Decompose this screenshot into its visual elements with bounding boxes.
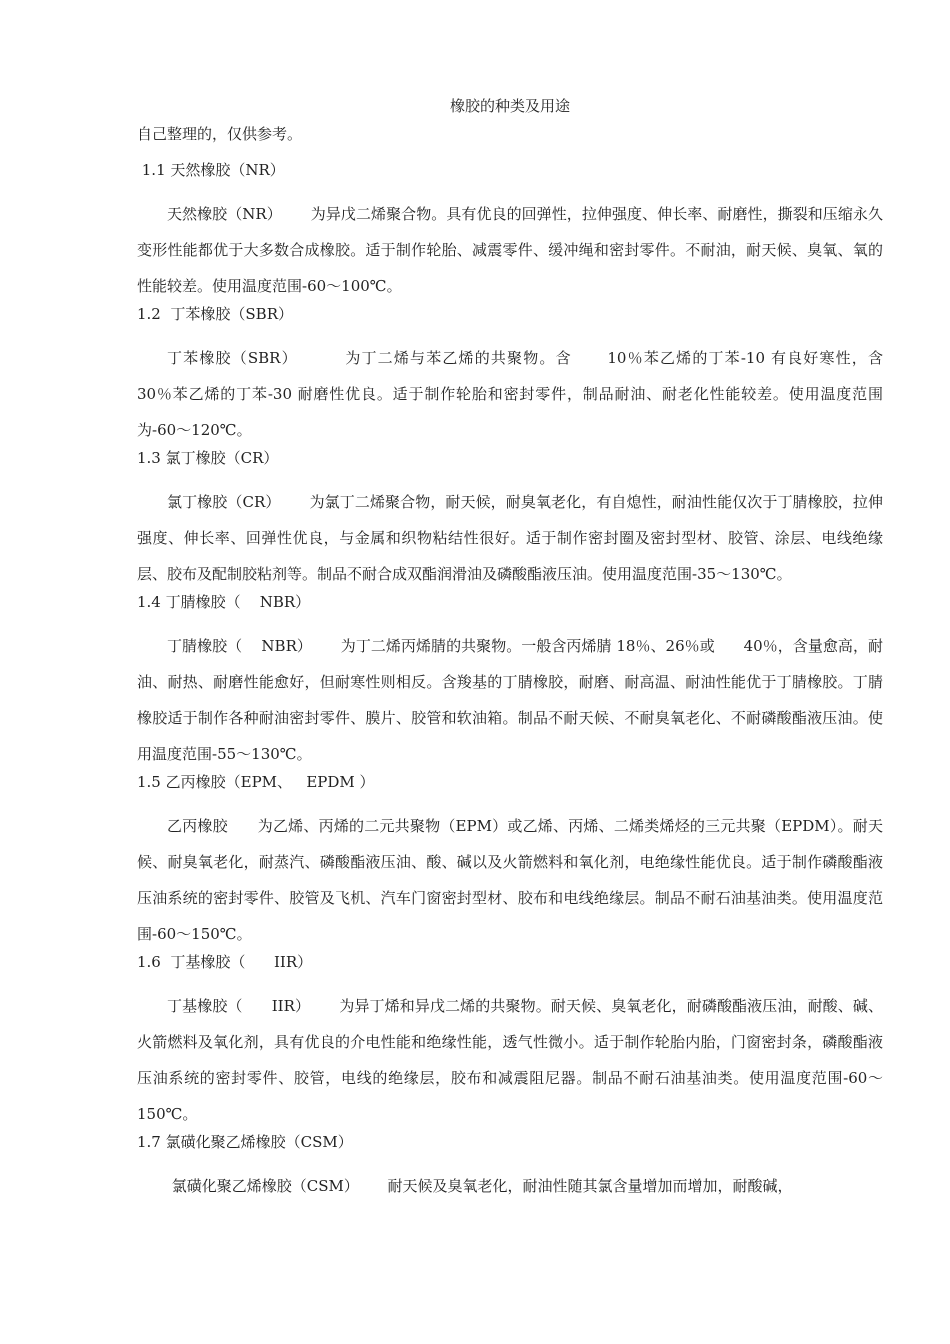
section-heading: 1.5 乙丙橡胶（EPM、 EPDM ） xyxy=(137,773,375,791)
document-note: 自己整理的，仅供参考。 xyxy=(137,125,303,143)
section-heading: 1.3 氯丁橡胶（CR） xyxy=(137,449,279,467)
section-sbr xyxy=(137,304,912,448)
section-body: 丁腈橡胶（ NBR） 为丁二烯丙烯腈的共聚物。一般含丙烯腈 18％、26％或 40％，含量愈高，耐油、耐热、耐磨性能愈好，但耐寒性则相反。含羧基的丁腈橡胶，耐磨、耐高温、耐油性能优于丁腈橡胶。丁腈橡胶适于制作各种耐油密封零件、膜片、胶管和软油箱。制品不耐天候、不耐臭氧老化、不耐磷酸酯液压油。使用温度范围-55～130℃。 xyxy=(137,637,883,763)
section-body: 丁苯橡胶（SBR） 为丁二烯与苯乙烯的共聚物。含 10％苯乙烯的丁苯-10 有良好寒性，含 30％苯乙烯的丁苯-30 耐磨性优良。适于制作轮胎和密封零件，制品耐油、耐老化性能较差。使用温度范围为-60～120℃。 xyxy=(137,349,912,439)
section-heading: 1.4 丁腈橡胶（ NBR） xyxy=(137,593,311,611)
section-heading: 1.2 丁苯橡胶（SBR） xyxy=(137,305,293,323)
section-body: 氯丁橡胶（CR） 为氯丁二烯聚合物，耐天候，耐臭氧老化，有自熄性，耐油性能仅次于丁腈橡胶，拉伸强度、伸长率、回弹性优良，与金属和织物粘结性很好。适于制作密封圈及密封型材、胶管、涂层、电线绝缘层、胶布及配制胶粘剂等。制品不耐合成双酯润滑油及磷酸酯液压油。使用温度范围-35～130℃。 xyxy=(137,493,883,583)
section-body: 丁基橡胶（ IIR） 为异丁烯和异戊二烯的共聚物。耐天候、臭氧老化，耐磷酸酯液压油，耐酸、碱、火箭燃料及氧化剂，具有优良的介电性能和绝缘性能，透气性微小。适于制作轮胎内胎，门窗密封条，磷酸酯液压油系统的密封零件、胶管，电线的绝缘层，胶布和减震阻尼器。制品不耐石油基油类。使用温度范围-60～150℃。 xyxy=(137,997,883,1123)
section-heading: 1.7 氯磺化聚乙烯橡胶（CSM） xyxy=(137,1133,353,1151)
section-csm xyxy=(137,1132,883,1204)
section-heading: 1.6 丁基橡胶（ IIR） xyxy=(137,953,313,971)
section-iir xyxy=(137,952,883,1132)
section-body: 氯磺化聚乙烯橡胶（CSM） 耐天候及臭氧老化，耐油性随其氯含量增加而增加，耐酸碱， xyxy=(167,1177,793,1195)
document-page xyxy=(137,96,912,1204)
section-nbr xyxy=(137,592,883,772)
document-title: 橡胶的种类及用途 xyxy=(449,97,570,115)
section-nr xyxy=(137,160,883,304)
section-cr xyxy=(137,448,883,592)
section-heading: 1.1 天然橡胶（NR） xyxy=(137,161,285,179)
section-body: 天然橡胶（NR） 为异戊二烯聚合物。具有优良的回弹性，拉伸强度、伸长率、耐磨性，撕裂和压缩永久变形性能都优于大多数合成橡胶。适于制作轮胎、减震零件、缓冲绳和密封零件。不耐油，耐天候、臭氧、氧的性能较差。使用温度范围-60～100℃。 xyxy=(137,205,883,295)
section-body: 乙丙橡胶 为乙烯、丙烯的二元共聚物（EPM）或乙烯、丙烯、二烯类烯烃的三元共聚（EPDM）。耐天候、耐臭氧老化，耐蒸汽、磷酸酯液压油、酸、碱以及火箭燃料和氧化剂，电绝缘性能优良。适于制作磷酸酯液压油系统的密封零件、胶管及飞机、汽车门窗密封型材、胶布和电线绝缘层。制品不耐石油基油类。使用温度范围-60～150℃。 xyxy=(137,817,883,943)
section-epm xyxy=(137,772,883,952)
